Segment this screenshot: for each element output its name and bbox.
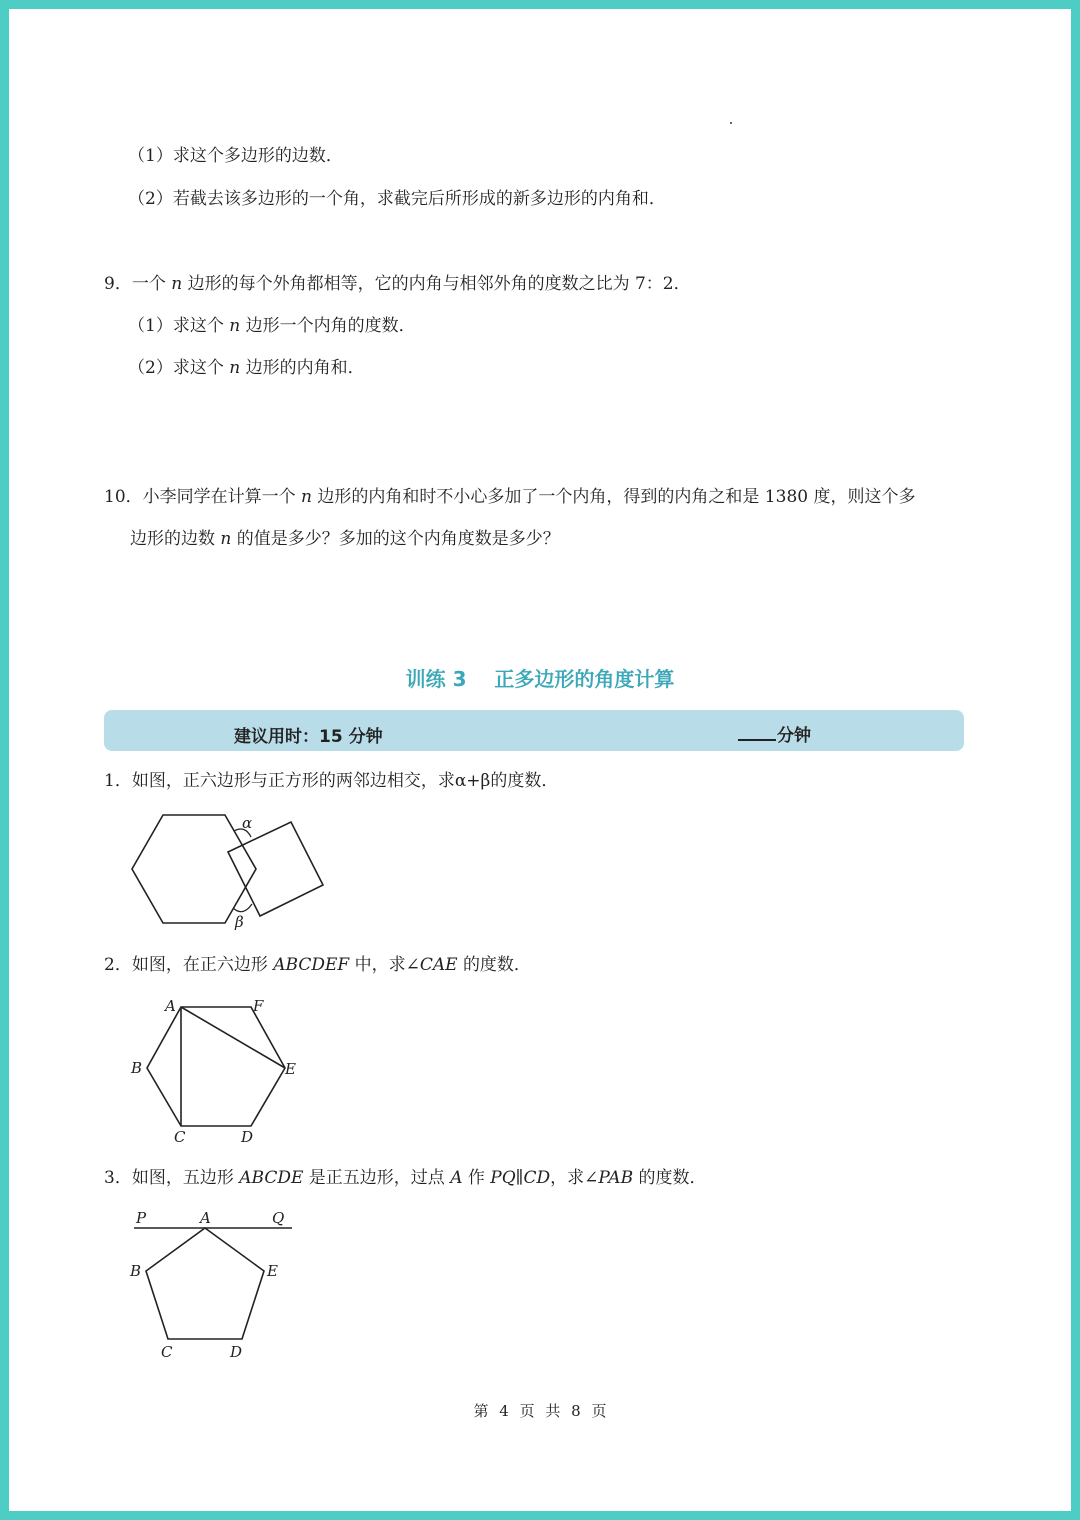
square-shape [228,822,323,916]
hexagon-shape [132,815,256,923]
actual-time: 分钟 [738,721,811,746]
t1-stem: 1．如图，正六边形与正方形的两邻边相交，求α+β的度数． [104,771,559,791]
label-d: D [241,1128,254,1146]
label-b: B [130,1262,142,1280]
q9-stem: 9．一个 n 边形的每个外角都相等，它的内角与相邻外角的度数之比为 7：2． [104,274,691,294]
time-blank [738,725,776,741]
t2-stem: 2．如图，在正六边形 ABCDEF 中，求∠CAE 的度数． [104,955,531,975]
label-c: C [174,1128,186,1146]
alpha-label: α [242,814,253,832]
prev-part1: （1）求这个多边形的边数． [128,146,343,166]
label-f: F [253,997,264,1015]
segment-ae [181,1007,285,1068]
time-bar [104,710,964,751]
label-e: E [267,1262,278,1280]
label-q: Q [272,1209,285,1227]
section-title: 训练 3 正多边形的角度计算 [405,667,675,691]
label-d: D [230,1343,243,1361]
stray-dot [730,122,732,124]
label-b: B [131,1059,143,1077]
label-a: A [200,1209,211,1227]
q9-part2: （2）求这个 n 边形的内角和． [128,358,365,378]
t2-figure [125,995,315,1145]
label-p: P [136,1209,147,1227]
suggested-time: 建议用时：15 分钟 [234,727,383,747]
pentagon-abcde [146,1228,264,1339]
t3-stem: 3．如图，五边形 ABCDE 是正五边形，过点 A 作 PQ∥CD，求∠PAB 的度数． [104,1168,707,1188]
label-e: E [285,1060,296,1078]
t1-figure [120,805,340,935]
hexagon-abcdef [147,1007,285,1126]
q9-part1: （1）求这个 n 边形一个内角的度数． [128,316,416,336]
label-a: A [165,997,176,1015]
prev-part2: （2）若截去该多边形的一个角，求截完后所形成的新多边形的内角和． [128,189,666,209]
q10-line2: 边形的边数 n 的值是多少？多加的这个内角度数是多少？ [130,529,560,549]
t3-figure [122,1205,302,1365]
q10-line1: 10．小李同学在计算一个 n 边形的内角和时不小心多加了一个内角，得到的内角之和是 1380 度，则这个多 [104,487,916,507]
beta-label: β [235,913,244,931]
page-footer: 第 4 页 共 8 页 [473,1402,607,1420]
label-c: C [161,1343,173,1361]
